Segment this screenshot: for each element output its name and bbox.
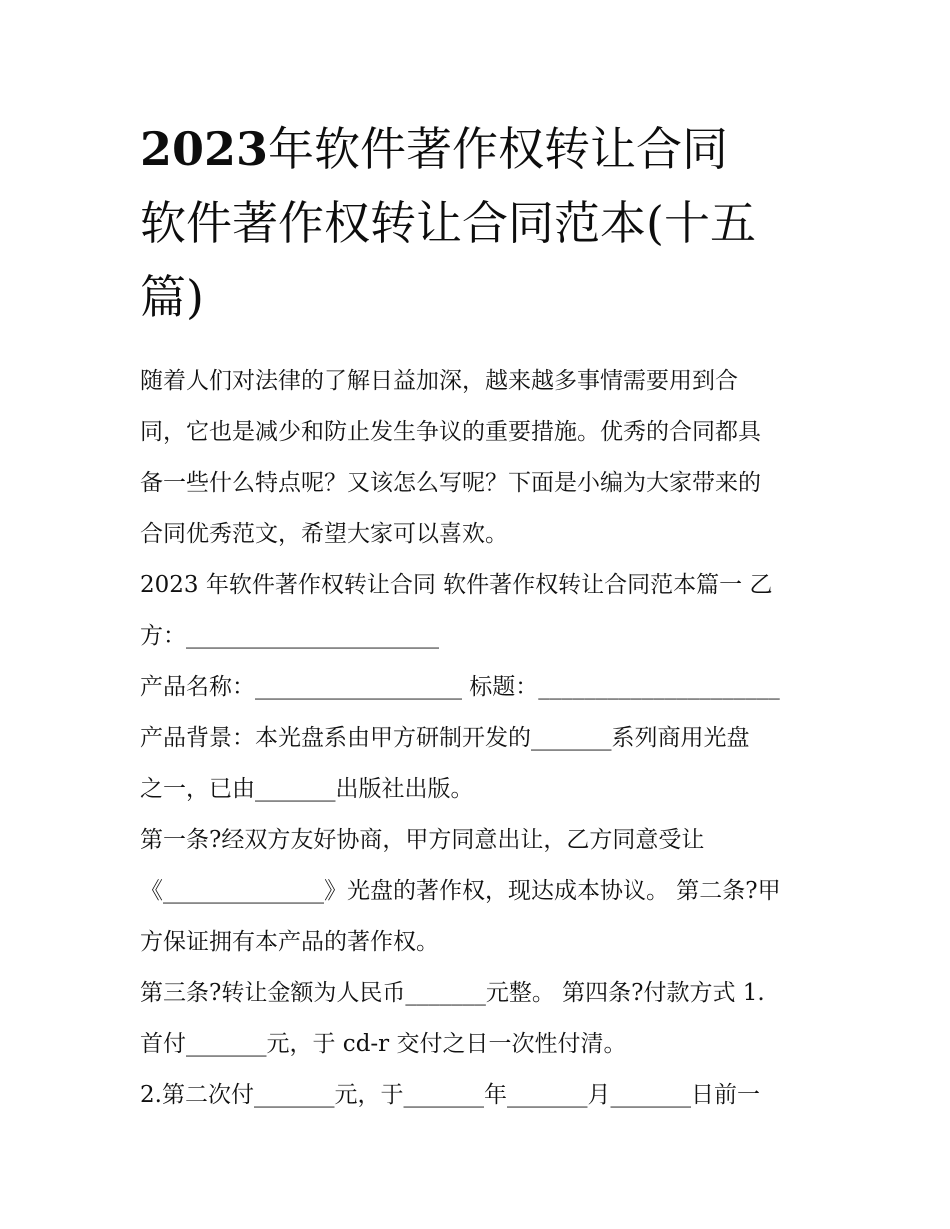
body-line: 之一，已由_______出版社出版。 (140, 776, 474, 802)
body-line: 方保证拥有本产品的著作权。 (140, 929, 439, 955)
intro-line: 随着人们对法律的了解日益加深，越来越多事情需要用到合 (140, 368, 738, 394)
title-line-1 (140, 112, 830, 186)
title-line-2: 软件著作权转让合同范本(十五 (140, 196, 756, 250)
body-line: 2.第二次付_______元，于_______年_______月_______日前一 (140, 1082, 760, 1108)
body-line: 产品名称：__________________ 标题：_____________________ (140, 674, 780, 700)
title-year: 2023 (140, 122, 269, 176)
body-line: 第三条?转让金额为人民币_______元整。 第四条?付款方式 1. (140, 980, 765, 1006)
intro-line: 合同优秀范文，希望大家可以喜欢。 (140, 521, 508, 547)
intro-line: 备一些什么特点呢？又该怎么写呢？下面是小编为大家带来的 (140, 470, 761, 496)
intro-line: 同，它也是减少和防止发生争议的重要措施。优秀的合同都具 (140, 419, 761, 445)
document-title (140, 112, 830, 334)
body-line: 2023 年软件著作权转让合同 软件著作权转让合同范本篇一 乙 (140, 572, 773, 598)
document-body (140, 356, 830, 1121)
title-line-1-text: 年软件著作权转让合同 (268, 122, 729, 176)
body-line: 《______________》光盘的著作权，现达成本协议。 第二条?甲 (140, 878, 781, 904)
body-line: 产品背景：本光盘系由甲方研制开发的_______系列商用光盘 (140, 725, 750, 751)
body-line: 方：______________________ (140, 623, 439, 649)
body-line: 首付_______元，于 cd-r 交付之日一次性付清。 (140, 1031, 627, 1057)
body-line: 第一条?经双方友好协商，甲方同意出让，乙方同意受让 (140, 827, 705, 853)
title-line-3: 篇) (140, 270, 204, 324)
